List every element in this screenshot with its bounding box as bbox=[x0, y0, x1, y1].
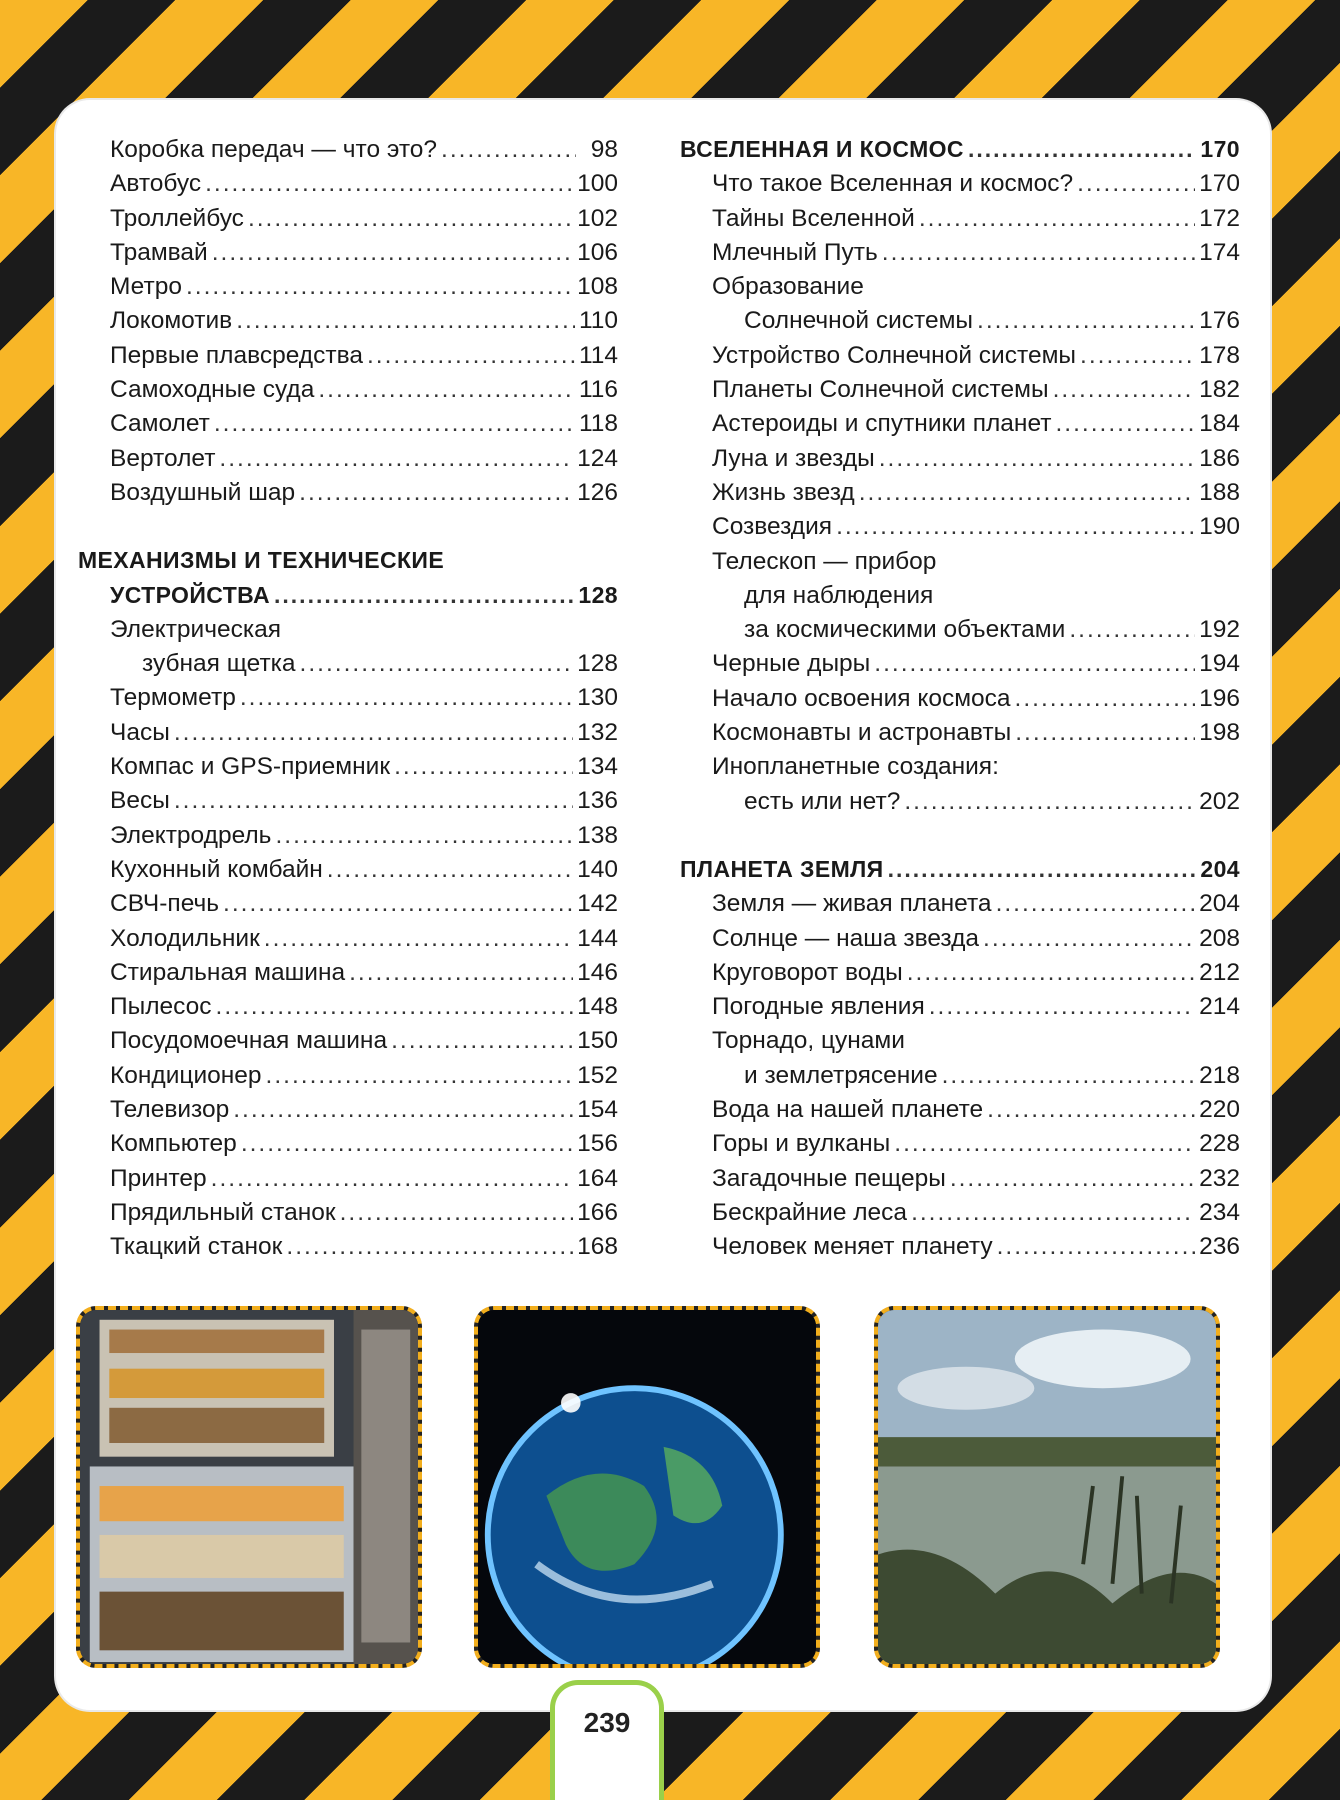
toc-leader-dots bbox=[349, 959, 573, 987]
toc-entry bbox=[680, 753, 1240, 787]
toc-entry-title: Компас и GPS-приемник bbox=[110, 753, 391, 781]
toc-entry-title: ПЛАНЕТА ЗЕМЛЯ bbox=[680, 855, 884, 882]
toc-entry bbox=[680, 307, 1240, 341]
toc-leader-dots bbox=[1053, 376, 1196, 404]
toc-entry bbox=[78, 1233, 618, 1267]
toc-leader-dots bbox=[1015, 685, 1196, 713]
toc-leader-dots bbox=[987, 1096, 1195, 1124]
toc-entry bbox=[78, 1130, 618, 1164]
toc-leader-dots bbox=[1015, 719, 1195, 747]
toc-entry-page: 208 bbox=[1199, 924, 1240, 952]
toc-entry-page: 182 bbox=[1199, 376, 1240, 404]
toc-entry bbox=[78, 239, 618, 273]
toc-entry-title: Кухонный комбайн bbox=[110, 855, 323, 883]
photo-strip bbox=[76, 1306, 1256, 1674]
toc-entry-title: Погодные явления bbox=[712, 993, 925, 1021]
toc-leader-dots bbox=[274, 582, 574, 609]
toc-entry-title: Астероиды и спутники планет bbox=[712, 410, 1052, 438]
toc-entry-page: 170 bbox=[1199, 170, 1240, 198]
toc-entry-title: Солнце — наша звезда bbox=[712, 924, 980, 952]
toc-entry bbox=[680, 719, 1240, 753]
toc-leader-dots bbox=[327, 856, 573, 884]
toc-entry-title: Планеты Солнечной системы bbox=[712, 376, 1049, 404]
toc-entry bbox=[78, 650, 618, 684]
toc-entry-page: 172 bbox=[1199, 204, 1240, 232]
toc-entry-page: 150 bbox=[577, 1027, 618, 1055]
toc-entry-page: 106 bbox=[577, 238, 618, 266]
toc-entry bbox=[78, 822, 618, 856]
toc-entry bbox=[78, 170, 618, 204]
toc-entry-page: 218 bbox=[1199, 1061, 1240, 1089]
toc-entry bbox=[78, 1165, 618, 1199]
toc-entry bbox=[78, 445, 618, 479]
toc-entry-page: 118 bbox=[578, 410, 618, 438]
toc-entry-page: 228 bbox=[1199, 1130, 1240, 1158]
toc-leader-dots bbox=[240, 684, 573, 712]
toc-entry-page: 204 bbox=[1199, 890, 1240, 918]
toc-entry-page: 144 bbox=[577, 924, 618, 952]
toc-entry-page: 116 bbox=[578, 376, 618, 404]
toc-entry-title: Телевизор bbox=[110, 1096, 230, 1124]
toc-entry-page: 236 bbox=[1199, 1233, 1240, 1261]
toc-leader-dots bbox=[919, 205, 1195, 233]
toc-entry-page: 126 bbox=[577, 478, 618, 506]
toc-entry-page: 214 bbox=[1199, 993, 1240, 1021]
toc-entry bbox=[78, 1199, 618, 1233]
toc-entry-title: Автобус bbox=[110, 170, 202, 198]
toc-leader-dots bbox=[275, 822, 573, 850]
toc-entry-page: 188 bbox=[1199, 478, 1240, 506]
toc-entry bbox=[78, 273, 618, 307]
toc-leader-dots bbox=[874, 650, 1195, 678]
toc-entry bbox=[78, 205, 618, 239]
toc-section-heading bbox=[680, 136, 1240, 170]
toc-section-heading bbox=[78, 547, 618, 581]
toc-leader-dots bbox=[859, 479, 1195, 507]
toc-leader-dots bbox=[836, 513, 1195, 541]
toc-entry bbox=[680, 445, 1240, 479]
toc-entry-page: 192 bbox=[1199, 616, 1240, 644]
toc-entry-page: 134 bbox=[577, 753, 618, 781]
toc-entry bbox=[680, 1130, 1240, 1164]
toc-entry bbox=[680, 685, 1240, 719]
toc-entry-page: 128 bbox=[578, 581, 618, 608]
toc-entry-title: Тайны Вселенной bbox=[712, 204, 915, 232]
toc-entry-title: СВЧ-печь bbox=[110, 890, 220, 918]
toc-entry bbox=[680, 788, 1240, 822]
toc-entry-title: Коробка передач — что это? bbox=[110, 136, 438, 163]
toc-entry-title: и землетрясение bbox=[744, 1061, 938, 1089]
toc-leader-dots bbox=[174, 719, 573, 747]
toc-entry-title: УСТРОЙСТВА bbox=[110, 581, 271, 608]
toc-entry-page: 130 bbox=[577, 684, 618, 712]
toc-entry-title: Созвездия bbox=[712, 513, 833, 541]
toc-leader-dots bbox=[879, 445, 1195, 473]
toc-entry bbox=[78, 959, 618, 993]
toc-entry bbox=[680, 1062, 1240, 1096]
toc-entry bbox=[680, 342, 1240, 376]
toc-entry-title: Весы bbox=[110, 787, 170, 815]
toc-entry bbox=[680, 1165, 1240, 1199]
toc-entry bbox=[78, 787, 618, 821]
toc-entry-title: Жизнь звезд bbox=[712, 478, 855, 506]
toc-entry-title: Телескоп — прибор bbox=[712, 547, 937, 575]
toc-entry-title: Космонавты и астронавты bbox=[712, 719, 1012, 747]
toc-entry-page: 204 bbox=[1200, 855, 1240, 882]
toc-leader-dots bbox=[236, 307, 575, 335]
toc-entry-title: для наблюдения bbox=[744, 581, 934, 609]
toc-entry bbox=[680, 582, 1240, 616]
content-panel bbox=[56, 100, 1270, 1710]
toc-entry-title: Локомотив bbox=[110, 307, 233, 335]
toc-leader-dots bbox=[441, 136, 576, 164]
toc-entry bbox=[680, 410, 1240, 444]
toc-entry-title: ВСЕЛЕННАЯ И КОСМОС bbox=[680, 136, 964, 162]
toc-entry-title: Первые плавсредства bbox=[110, 341, 363, 369]
toc-entry bbox=[78, 410, 618, 444]
toc-section-heading bbox=[680, 856, 1240, 890]
toc-entry-page: 156 bbox=[577, 1130, 618, 1158]
toc-leader-dots bbox=[286, 1233, 573, 1261]
toc-entry-title: Метро bbox=[110, 273, 182, 301]
lake-photo bbox=[874, 1306, 1220, 1668]
toc-entry-page: 176 bbox=[1199, 307, 1240, 335]
toc-leader-dots bbox=[212, 239, 573, 267]
toc-entry bbox=[680, 273, 1240, 307]
toc-entry-page: 148 bbox=[577, 993, 618, 1021]
toc-entry bbox=[78, 479, 618, 513]
toc-entry-page: 142 bbox=[577, 890, 618, 918]
toc-entry-title: за космическими объектами bbox=[744, 616, 1066, 644]
toc-entry-page: 174 bbox=[1199, 238, 1240, 266]
toc-leader-dots bbox=[894, 1130, 1195, 1158]
toc-entry bbox=[680, 925, 1240, 959]
toc-entry-title: Земля — живая планета bbox=[712, 890, 992, 918]
toc-entry bbox=[680, 993, 1240, 1027]
toc-leader-dots bbox=[264, 925, 573, 953]
toc-entry bbox=[78, 890, 618, 924]
toc-leader-dots bbox=[882, 239, 1195, 267]
toc-leader-dots bbox=[888, 856, 1197, 883]
toc-left-column bbox=[78, 136, 618, 1268]
toc-entry-page: 152 bbox=[577, 1061, 618, 1089]
toc-entry bbox=[680, 959, 1240, 993]
toc-leader-dots bbox=[1080, 342, 1195, 370]
toc-entry-title: Человек меняет планету bbox=[712, 1233, 993, 1261]
toc-leader-dots bbox=[233, 1096, 573, 1124]
toc-leader-dots bbox=[1055, 410, 1195, 438]
toc-entry bbox=[78, 1062, 618, 1096]
toc-entry-title: Воздушный шар bbox=[110, 478, 296, 506]
toc-entry bbox=[78, 616, 618, 650]
toc-entry bbox=[680, 479, 1240, 513]
toc-entry bbox=[78, 684, 618, 718]
toc-entry-title: Круговорот воды bbox=[712, 958, 903, 986]
toc-leader-dots bbox=[367, 342, 575, 370]
toc-entry bbox=[680, 890, 1240, 924]
toc-entry bbox=[680, 548, 1240, 582]
toc-leader-dots bbox=[911, 1199, 1195, 1227]
toc-entry-page: 232 bbox=[1199, 1164, 1240, 1192]
toc-entry-title: Самоходные суда bbox=[110, 376, 315, 404]
toc-entry-title: МЕХАНИЗМЫ И ТЕХНИЧЕСКИЕ bbox=[78, 547, 445, 574]
toc-entry-page: 114 bbox=[578, 341, 618, 369]
toc-entry-title: Троллейбус bbox=[110, 204, 244, 232]
toc-entry bbox=[78, 719, 618, 753]
page-number: 239 bbox=[550, 1680, 664, 1800]
toc-entry-page: 124 bbox=[577, 444, 618, 472]
toc-entry-page: 168 bbox=[577, 1233, 618, 1261]
toc-entry bbox=[680, 1233, 1240, 1267]
toc-entry bbox=[680, 205, 1240, 239]
toc-entry bbox=[680, 1027, 1240, 1061]
toc-leader-dots bbox=[394, 753, 573, 781]
toc-leader-dots bbox=[904, 788, 1195, 816]
toc-entry bbox=[78, 342, 618, 376]
toc-leader-dots bbox=[300, 650, 574, 678]
toc-entry bbox=[680, 616, 1240, 650]
toc-entry-title: Луна и звезды bbox=[712, 444, 875, 472]
toc-leader-dots bbox=[977, 307, 1195, 335]
toc-entry-title: Самолет bbox=[110, 410, 210, 438]
toc-entry bbox=[78, 925, 618, 959]
toc-entry bbox=[680, 239, 1240, 273]
toc-entry-title: Холодильник bbox=[110, 924, 260, 952]
toc-entry-page: 198 bbox=[1199, 719, 1240, 747]
toc-entry-title: Солнечной системы bbox=[744, 307, 974, 335]
toc-entry-page: 136 bbox=[577, 787, 618, 815]
toc-entry-page: 108 bbox=[577, 273, 618, 301]
toc-entry-page: 196 bbox=[1199, 684, 1240, 712]
toc-entry-page: 140 bbox=[577, 855, 618, 883]
toc-entry-title: Инопланетные создания: bbox=[712, 753, 999, 781]
toc-entry-title: Электрическая bbox=[110, 615, 282, 643]
toc-entry-title: Устройство Солнечной системы bbox=[712, 341, 1077, 369]
toc-leader-dots bbox=[968, 136, 1196, 163]
toc-leader-dots bbox=[907, 959, 1195, 987]
toc-entry bbox=[78, 1096, 618, 1130]
toc-entry-title: Компьютер bbox=[110, 1130, 237, 1158]
toc-leader-dots bbox=[223, 890, 573, 918]
toc-entry-page: 110 bbox=[578, 307, 618, 335]
toc-leader-dots bbox=[205, 170, 573, 198]
toc-entry-page: 98 bbox=[590, 136, 618, 163]
toc-section-heading bbox=[78, 582, 618, 616]
toc-entry bbox=[78, 376, 618, 410]
toc-entry-title: Ткацкий станок bbox=[110, 1233, 283, 1261]
toc-entry bbox=[78, 753, 618, 787]
toc-entry-title: Электродрель bbox=[110, 821, 272, 849]
toc-leader-dots bbox=[241, 1130, 573, 1158]
toc-leader-dots bbox=[174, 787, 573, 815]
toc-entry-page: 132 bbox=[577, 718, 618, 746]
toc-entry bbox=[680, 376, 1240, 410]
toc-entry-page: 186 bbox=[1199, 444, 1240, 472]
toc-entry bbox=[78, 136, 618, 170]
toc-entry-title: Термометр bbox=[110, 684, 236, 712]
toc-entry-page: 154 bbox=[577, 1096, 618, 1124]
toc-leader-dots bbox=[216, 993, 574, 1021]
toc-leader-dots bbox=[214, 410, 575, 438]
toc-leader-dots bbox=[996, 890, 1196, 918]
section-gap bbox=[78, 513, 618, 547]
toc-leader-dots bbox=[997, 1233, 1195, 1261]
toc-leader-dots bbox=[248, 205, 573, 233]
toc-entry-title: зубная щетка bbox=[142, 650, 296, 678]
toc-entry bbox=[680, 650, 1240, 684]
toc-entry-title: Трамвай bbox=[110, 238, 208, 266]
toc-entry-title: Кондиционер bbox=[110, 1061, 262, 1089]
toc-leader-dots bbox=[219, 445, 573, 473]
toc-entry-title: Бескрайние леса bbox=[712, 1198, 908, 1226]
toc-leader-dots bbox=[942, 1062, 1196, 1090]
toc-entry-title: Горы и вулканы bbox=[712, 1130, 891, 1158]
earth-photo bbox=[474, 1306, 820, 1668]
toc-entry-title: Черные дыры bbox=[712, 650, 871, 678]
toc-entry-page: 178 bbox=[1199, 341, 1240, 369]
toc-entry bbox=[680, 1096, 1240, 1130]
toc-entry bbox=[78, 307, 618, 341]
toc-entry-page: 220 bbox=[1199, 1096, 1240, 1124]
toc-entry-title: Стиральная машина bbox=[110, 958, 346, 986]
toc-entry-title: Вода на нашей планете bbox=[712, 1096, 984, 1124]
toc-entry-title: Млечный Путь bbox=[712, 238, 878, 266]
toc-entry-title: Что такое Вселенная и космос? bbox=[712, 170, 1074, 198]
toc-entry-page: 184 bbox=[1199, 410, 1240, 438]
toc-entry-title: Пылесос bbox=[110, 993, 212, 1021]
toc-leader-dots bbox=[983, 925, 1195, 953]
toc-entry-title: Загадочные пещеры bbox=[712, 1164, 946, 1192]
toc-leader-dots bbox=[299, 479, 573, 507]
toc-entry-page: 146 bbox=[577, 958, 618, 986]
toc-entry-page: 166 bbox=[577, 1198, 618, 1226]
toc-entry-page: 194 bbox=[1199, 650, 1240, 678]
toc-entry-page: 190 bbox=[1199, 513, 1240, 541]
toc-entry-page: 128 bbox=[577, 650, 618, 678]
toc-leader-dots bbox=[186, 273, 573, 301]
toc-entry-title: Прядильный станок bbox=[110, 1198, 336, 1226]
toc-right-column bbox=[680, 136, 1240, 1268]
toc-entry-title: Вертолет bbox=[110, 444, 216, 472]
toc-entry bbox=[680, 513, 1240, 547]
toc-entry-title: Начало освоения космоса bbox=[712, 684, 1011, 712]
toc-leader-dots bbox=[266, 1062, 574, 1090]
toc-entry-page: 100 bbox=[577, 170, 618, 198]
toc-entry-title: Часы bbox=[110, 718, 170, 746]
toc-leader-dots bbox=[318, 376, 575, 404]
toc-entry-page: 102 bbox=[577, 204, 618, 232]
toc-entry-title: есть или нет? bbox=[744, 787, 901, 815]
toc-entry bbox=[78, 856, 618, 890]
toc-entry-title: Посудомоечная машина bbox=[110, 1027, 388, 1055]
toc-entry-title: Принтер bbox=[110, 1164, 207, 1192]
toc-entry bbox=[680, 170, 1240, 204]
toc-entry-page: 202 bbox=[1199, 787, 1240, 815]
toc-entry-title: Образование bbox=[712, 273, 864, 301]
toc-entry-title: Торнадо, цунами bbox=[712, 1027, 905, 1055]
toc-entry-page: 164 bbox=[577, 1164, 618, 1192]
refrigerator-photo bbox=[76, 1306, 422, 1668]
toc-entry-page: 212 bbox=[1199, 958, 1240, 986]
toc-leader-dots bbox=[950, 1165, 1195, 1193]
toc-leader-dots bbox=[929, 993, 1195, 1021]
toc-leader-dots bbox=[211, 1165, 573, 1193]
toc-leader-dots bbox=[340, 1199, 574, 1227]
toc-entry-page: 170 bbox=[1200, 136, 1240, 162]
toc-leader-dots bbox=[391, 1027, 573, 1055]
toc-leader-dots bbox=[1069, 616, 1195, 644]
toc-entry bbox=[78, 1027, 618, 1061]
toc-entry-page: 234 bbox=[1199, 1198, 1240, 1226]
toc-entry bbox=[680, 1199, 1240, 1233]
section-gap bbox=[680, 822, 1240, 856]
toc-entry-page: 138 bbox=[577, 821, 618, 849]
toc-leader-dots bbox=[1077, 170, 1195, 198]
toc-entry bbox=[78, 993, 618, 1027]
